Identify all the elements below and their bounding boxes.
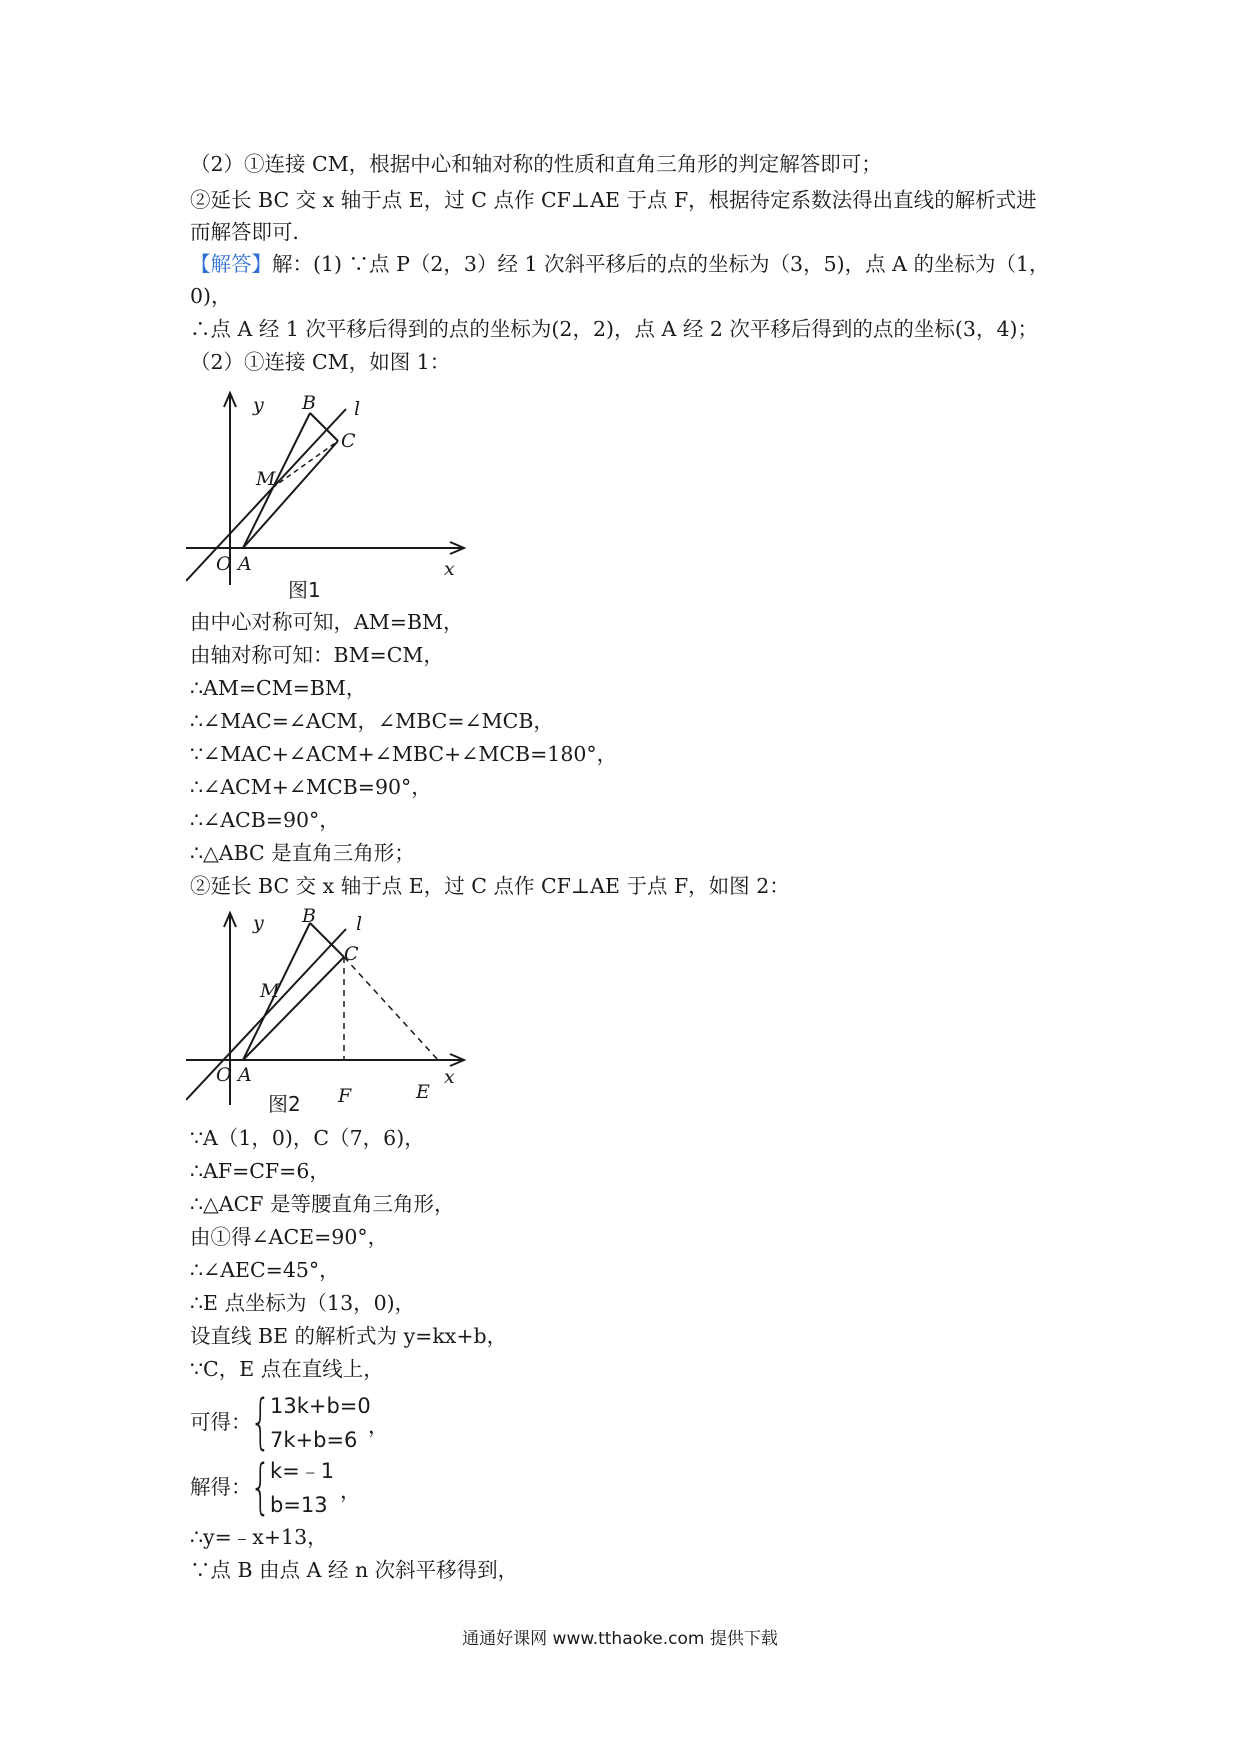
system-2-eq2: b=13 <box>270 1493 328 1517</box>
label-O: O <box>216 553 232 575</box>
text-line-22: ∴E 点坐标为（13，0)， <box>190 1291 416 1315</box>
label-x: x <box>444 1066 455 1088</box>
label-B: B <box>302 392 316 414</box>
text-line-13: ∴∠ACM+∠MCB=90°， <box>190 775 432 799</box>
segment-AC <box>243 957 344 1060</box>
system-1-eq2: 7k+b=6 <box>270 1428 358 1452</box>
text-line-4-rest: 解：(1) ∵点 P（2，3）经 1 次斜平移后的点的坐标为（3，5)，点 A 的坐标为（1， <box>272 252 1050 276</box>
text-line-11: ∴∠MAC=∠ACM，∠MBC=∠MCB， <box>190 709 554 733</box>
system-1-brace: { <box>250 1387 272 1457</box>
label-F: F <box>338 1085 352 1107</box>
text-line-7: （2）①连接 CM，如图 1： <box>190 350 451 374</box>
text-line-18: ∴AF=CF=6， <box>190 1159 330 1183</box>
system-2-label: 解得： <box>190 1475 252 1499</box>
solution-tag: 【解答】 <box>190 252 272 276</box>
label-l: l <box>354 398 361 420</box>
label-A: A <box>238 1064 252 1086</box>
label-E: E <box>416 1081 430 1103</box>
label-x: x <box>444 558 455 580</box>
equation-system-1 <box>190 1388 410 1460</box>
line-l <box>186 409 346 581</box>
label-B: B <box>302 905 316 927</box>
figure-1-caption: 图1 <box>288 578 321 600</box>
system-2-eq1: k=﹣1 <box>270 1459 335 1483</box>
text-line-19: ∴△ACF 是等腰直角三角形， <box>190 1192 455 1216</box>
text-line-3: 而解答即可． <box>190 220 313 244</box>
label-M: M <box>256 468 276 490</box>
system-2-tail: ， <box>340 1479 361 1503</box>
page-footer: 通通好课网 www.tthaoke.com 提供下载 <box>462 1629 778 1649</box>
figure-2 <box>186 905 476 1120</box>
segment-AC <box>243 441 338 548</box>
figure-1 <box>186 385 476 600</box>
segment-BC <box>310 923 344 957</box>
text-line-8: 由中心对称可知，AM=BM， <box>190 610 464 634</box>
equation-system-2 <box>190 1453 410 1525</box>
text-line-5: 0)， <box>190 284 232 308</box>
label-C: C <box>341 430 356 452</box>
segment-BC <box>310 413 338 441</box>
label-M: M <box>260 980 280 1002</box>
text-line-1: （2）①连接 CM，根据中心和轴对称的性质和直角三角形的判定解答即可； <box>190 152 882 176</box>
text-line-6: ∴点 A 经 1 次平移后得到的点的坐标为(2，2)，点 A 经 2 次平移后得到的点的坐标(3，4)； <box>190 317 1038 341</box>
system-2-brace: { <box>250 1452 272 1522</box>
text-line-24: ∵C，E 点在直线上， <box>190 1357 384 1381</box>
text-line-27: ∴y=﹣x+13， <box>190 1525 328 1549</box>
system-1-tail: ， <box>368 1414 389 1438</box>
text-line-21: ∴∠AEC=45°， <box>190 1258 340 1282</box>
system-1-label: 可得： <box>190 1410 252 1434</box>
text-line-10: ∴AM=CM=BM， <box>190 676 367 700</box>
text-line-2: ②延长 BC 交 x 轴于点 E，过 C 点作 CF⊥AE 于点 F，根据待定系数法得出直线的解析式进 <box>190 188 1037 212</box>
segment-CE-dashed <box>344 957 438 1060</box>
label-A: A <box>238 553 252 575</box>
label-l: l <box>356 913 363 935</box>
text-line-4 <box>190 250 1050 278</box>
text-line-15: ∴△ABC 是直角三角形； <box>190 841 415 865</box>
segment-CM-dashed <box>272 441 338 488</box>
text-line-14: ∴∠ACB=90°， <box>190 808 340 832</box>
figure-2-caption: 图2 <box>268 1092 301 1116</box>
text-line-16: ②延长 BC 交 x 轴于点 E，过 C 点作 CF⊥AE 于点 F，如图 2： <box>190 874 790 898</box>
segment-AB <box>243 413 310 548</box>
text-line-23: 设直线 BE 的解析式为 y=kx+b， <box>190 1324 508 1348</box>
system-1-eq1: 13k+b=0 <box>270 1394 371 1418</box>
text-line-9: 由轴对称可知：BM=CM， <box>190 643 444 667</box>
label-O: O <box>216 1064 232 1086</box>
text-line-17: ∵A（1，0)，C（7，6)， <box>190 1126 425 1150</box>
text-line-20: 由①得∠ACE=90°， <box>190 1225 389 1249</box>
label-y: y <box>253 394 264 416</box>
label-y: y <box>253 912 264 934</box>
text-line-12: ∵∠MAC+∠ACM+∠MBC+∠MCB=180°， <box>190 742 618 766</box>
label-C: C <box>344 943 359 965</box>
text-line-28: ∵点 B 由点 A 经 n 次斜平移得到， <box>190 1558 519 1582</box>
